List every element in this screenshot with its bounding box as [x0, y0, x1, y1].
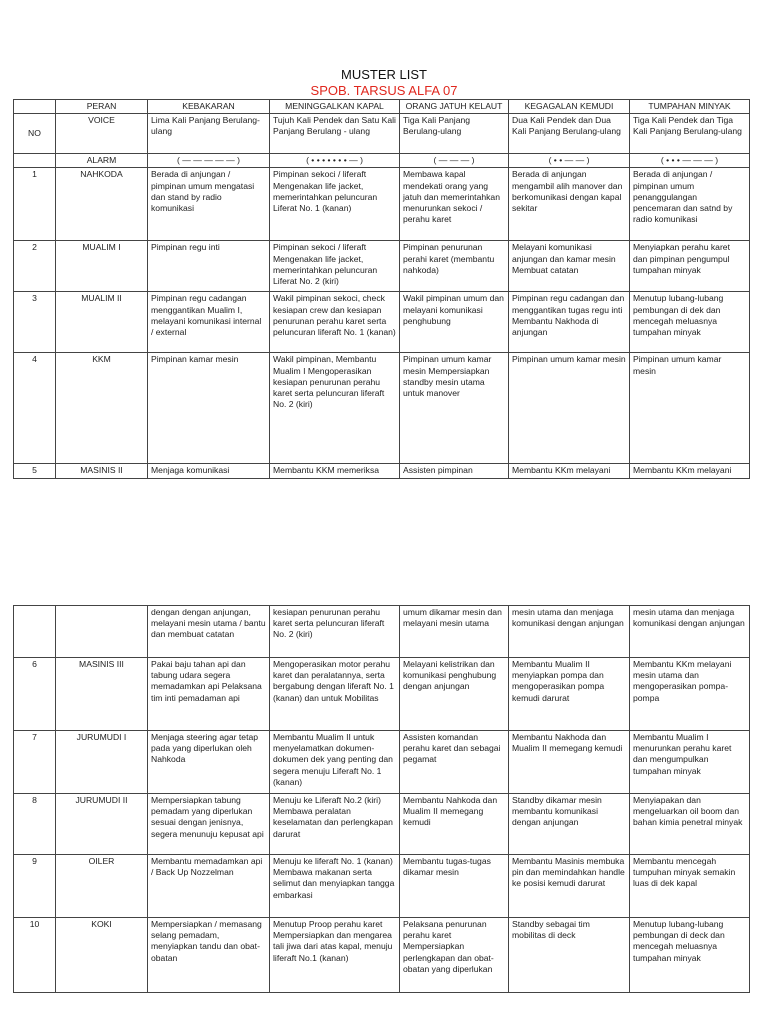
row-cell: Membantu Mualim I menurunkan perahu karet dan mengumpulkan tumpahan minyak: [630, 731, 750, 794]
row-peran: MASINIS II: [56, 464, 148, 478]
alarm-no-blank: [14, 154, 56, 168]
table-row: [14, 731, 750, 794]
row-no: 1: [14, 168, 56, 241]
row-cell: Menutup lubang-lubang pembungan di deck dan mencegah meluasnya tumpahan minyak: [630, 918, 750, 993]
row-peran: MUALIM I: [56, 241, 148, 292]
row-cell: Menyiapakan dan mengeluarkan oil boom dan bahan kimia penetral minyak: [630, 794, 750, 855]
row-cell: Pimpinan sekoci / liferaft Mengenakan life jacket, memerintahkan peluncuran Liferat No. 1 (kanan): [270, 168, 400, 241]
row-cell: Menuju ke Liferaft No.2 (kiri) Membawa peralatan keselamatan dan perlengkapan darurat: [270, 794, 400, 855]
row-cell: umum dikamar mesin dan melayani mesin utama: [400, 606, 509, 658]
row-cell: Berada di anjungan mengambil alih manover dan berkomunikasi dengan kapal sekitar: [509, 168, 630, 241]
row-cell: Wakil pimpinan, Membantu Mualim I Mengoperasikan kesiapan penurunan perahu karet serta peluncuran liferaft No. 2 (kiri): [270, 353, 400, 464]
row-no: 10: [14, 918, 56, 993]
row-peran: MUALIM II: [56, 292, 148, 353]
row-no: 9: [14, 855, 56, 918]
voice-cell: Tiga Kali Panjang Berulang-ulang: [400, 114, 509, 154]
row-cell: Menutup Proop perahu karet Mempersiapkan dan mengarea tali jiwa dari atas kapal, menuju liferaft No.1 (kanan): [270, 918, 400, 993]
row-cell: dengan dengan anjungan, melayani mesin utama / bantu dan membuat catatan: [148, 606, 270, 658]
row-cell: Membantu Masinis membuka pin dan memindahkan handle ke posisi kemudi darurat: [509, 855, 630, 918]
header-kegagalan-kemudi: KEGAGALAN KEMUDI: [509, 100, 630, 114]
voice-cell: Tiga Kali Pendek dan Tiga Kali Panjang Berulang-ulang: [630, 114, 750, 154]
row-cell: Membantu KKm melayani: [630, 464, 750, 478]
row-no: 8: [14, 794, 56, 855]
row-cell: Mempersiapkan / memasang selang pemadam, menyiapkan tandu dan obat-obatan: [148, 918, 270, 993]
row-cell: Pimpinan regu cadangan menggantikan Mualim I, melayani komunikasi internal / external: [148, 292, 270, 353]
header-no-blank: [14, 100, 56, 114]
row-cell: Membantu Mualim II untuk menyelamatkan dokumen-dokumen dek yang penting dan segera menuju Liferaft No. 1 (kanan): [270, 731, 400, 794]
row-cell: Pimpinan penurunan perahi karet (membantu nahkoda): [400, 241, 509, 292]
row-cell: Berada di anjungan / pimpinan umum mengatasi dan stand by radio komunikasi: [148, 168, 270, 241]
alarm-signal: ( — — — — — ): [148, 154, 270, 168]
row-cell: Membantu mencegah tumpuhan minyak semakin luas di dek kapal: [630, 855, 750, 918]
row-cell: Standby sebagai tim mobilitas di deck: [509, 918, 630, 993]
row-cell: mesin utama dan menjaga komunikasi dengan anjungan: [509, 606, 630, 658]
table-row-continued: [14, 606, 750, 658]
row-cell: Membantu tugas-tugas dikamar mesin: [400, 855, 509, 918]
row-cell: Membawa kapal mendekati orang yang jatuh dan memerintahkan menurunkan sekoci / perahu karet: [400, 168, 509, 241]
voice-cell: Lima Kali Panjang Berulang-ulang: [148, 114, 270, 154]
table-row: [14, 168, 750, 241]
row-cell: Menyiapkan perahu karet dan pimpinan pengumpul tumpahan minyak: [630, 241, 750, 292]
row-no: 7: [14, 731, 56, 794]
header-orang-jatuh-kelaut: ORANG JATUH KELAUT: [400, 100, 509, 114]
row-peran: MASINIS III: [56, 658, 148, 731]
voice-label: VOICE: [56, 114, 148, 154]
row-cell: mesin utama dan menjaga komunikasi dengan anjungan: [630, 606, 750, 658]
table-row: [14, 794, 750, 855]
row-peran: NAHKODA: [56, 168, 148, 241]
row-no: 4: [14, 353, 56, 464]
alarm-label: ALARM: [56, 154, 148, 168]
row-cell: Mempersiapkan tabung pemadam yang diperlukan sesuai dengan jenisnya, segera menunuju kepusat api: [148, 794, 270, 855]
row-cell: Berada di anjungan / pimpinan umum penanggulangan pencemaran dan satnd by radio komunikasi: [630, 168, 750, 241]
table-row: [14, 464, 750, 478]
row-cell: Mengoperasikan motor perahu karet dan peralatannya, serta bergabung dengan liferaft No. 1 (kanan) dan untuk Mobilitas: [270, 658, 400, 731]
row-peran-blank: [56, 606, 148, 658]
row-no: 5: [14, 464, 56, 478]
row-cell: Melayani komunikasi anjungan dan kamar mesin Membuat catatan: [509, 241, 630, 292]
muster-table-page-1: [13, 99, 750, 479]
row-cell: Melayani kelistrikan dan komunikasi penghubung dengan anjungan: [400, 658, 509, 731]
header-tumpahan-minyak: TUMPAHAN MINYAK: [630, 100, 750, 114]
header-meninggalkan-kapal: MENINGGALKAN KAPAL: [270, 100, 400, 114]
row-cell: Pimpinan regu cadangan dan menggantikan tugas regu inti Membantu Nakhoda di anjungan: [509, 292, 630, 353]
row-cell: Membantu Nakhoda dan Mualim II memegang kemudi: [509, 731, 630, 794]
row-no-blank: [14, 606, 56, 658]
row-cell: Menutup lubang-lubang pembungan di dek dan mencegah meluasnya tumpahan minyak: [630, 292, 750, 353]
alarm-signal: ( • • • — — — ): [630, 154, 750, 168]
row-peran: KOKI: [56, 918, 148, 993]
header-peran: PERAN: [56, 100, 148, 114]
row-cell: Pimpinan sekoci / liferaft Mengenakan life jacket, memerintahkan peluncuran Liferat No. 2 (kiri): [270, 241, 400, 292]
row-cell: Pimpinan umum kamar mesin: [630, 353, 750, 464]
table-row: [14, 241, 750, 292]
muster-table-page-2: [13, 605, 750, 993]
row-cell: Assisten pimpinan: [400, 464, 509, 478]
row-cell: Standby dikamar mesin membantu komunikasi dengan anjungan: [509, 794, 630, 855]
row-cell: Menjaga komunikasi: [148, 464, 270, 478]
table-row: [14, 918, 750, 993]
row-cell: Membantu KKm melayani mesin utama dan mengoperasikan pompa-pompa: [630, 658, 750, 731]
row-no: 2: [14, 241, 56, 292]
header-no: NO: [14, 114, 56, 154]
row-cell: Assisten komandan perahu karet dan sebagai pegamat: [400, 731, 509, 794]
voice-cell: Dua Kali Pendek dan Dua Kali Panjang Berulang-ulang: [509, 114, 630, 154]
row-cell: Pakai baju tahan api dan tabung udara segera memadamkan api Pelaksana tim inti pemadaman api: [148, 658, 270, 731]
row-cell: Membantu Mualim II menyiapkan pompa dan mengoperasikan pompa kemudi darurat: [509, 658, 630, 731]
row-cell: Membantu memadamkan api / Back Up Nozzelman: [148, 855, 270, 918]
row-cell: Wakil pimpinan sekoci, check kesiapan crew dan kesiapan penurunan perahu karet serta peluncuran liferaft No. 1 (kanan): [270, 292, 400, 353]
row-peran: KKM: [56, 353, 148, 464]
row-cell: Membantu KKm melayani: [509, 464, 630, 478]
row-cell: Pimpinan umum kamar mesin Mempersiapkan standby mesin utama untuk manover: [400, 353, 509, 464]
row-cell: Menuju ke liferaft No. 1 (kanan) Membawa makanan serta selimut dan menyiapkan tangga embarkasi: [270, 855, 400, 918]
row-peran: JURUMUDI I: [56, 731, 148, 794]
row-peran: JURUMUDI II: [56, 794, 148, 855]
row-cell: Membantu Nahkoda dan Mualim II memegang kemudi: [400, 794, 509, 855]
alarm-signal: ( • • • • • • • — ): [270, 154, 400, 168]
table-row: [14, 855, 750, 918]
document-title: MUSTER LIST: [341, 67, 427, 82]
row-no: 6: [14, 658, 56, 731]
table-row: [14, 292, 750, 353]
row-cell: kesiapan penurunan perahu karet serta peluncuran liferaft No. 2 (kiri): [270, 606, 400, 658]
row-no: 3: [14, 292, 56, 353]
table-row: [14, 353, 750, 464]
vessel-name: SPOB. TARSUS ALFA 07: [310, 83, 458, 98]
alarm-signal: ( — — — ): [400, 154, 509, 168]
row-cell: Membantu KKM memeriksa: [270, 464, 400, 478]
row-cell: Pimpinan kamar mesin: [148, 353, 270, 464]
row-cell: Pimpinan umum kamar mesin: [509, 353, 630, 464]
alarm-signal: ( • • — — ): [509, 154, 630, 168]
header-kebakaran: KEBAKARAN: [148, 100, 270, 114]
row-cell: Wakil pimpinan umum dan melayani komunikasi penghubung: [400, 292, 509, 353]
row-peran: OILER: [56, 855, 148, 918]
table-row: [14, 658, 750, 731]
row-cell: Pelaksana penurunan perahu karet Mempersiapkan perlengkapan dan obat-obatan yang diperlukan: [400, 918, 509, 993]
row-cell: Pimpinan regu inti: [148, 241, 270, 292]
voice-cell: Tujuh Kali Pendek dan Satu Kali Panjang Berulang - ulang: [270, 114, 400, 154]
row-cell: Menjaga steering agar tetap pada yang diperlukan oleh Nahkoda: [148, 731, 270, 794]
